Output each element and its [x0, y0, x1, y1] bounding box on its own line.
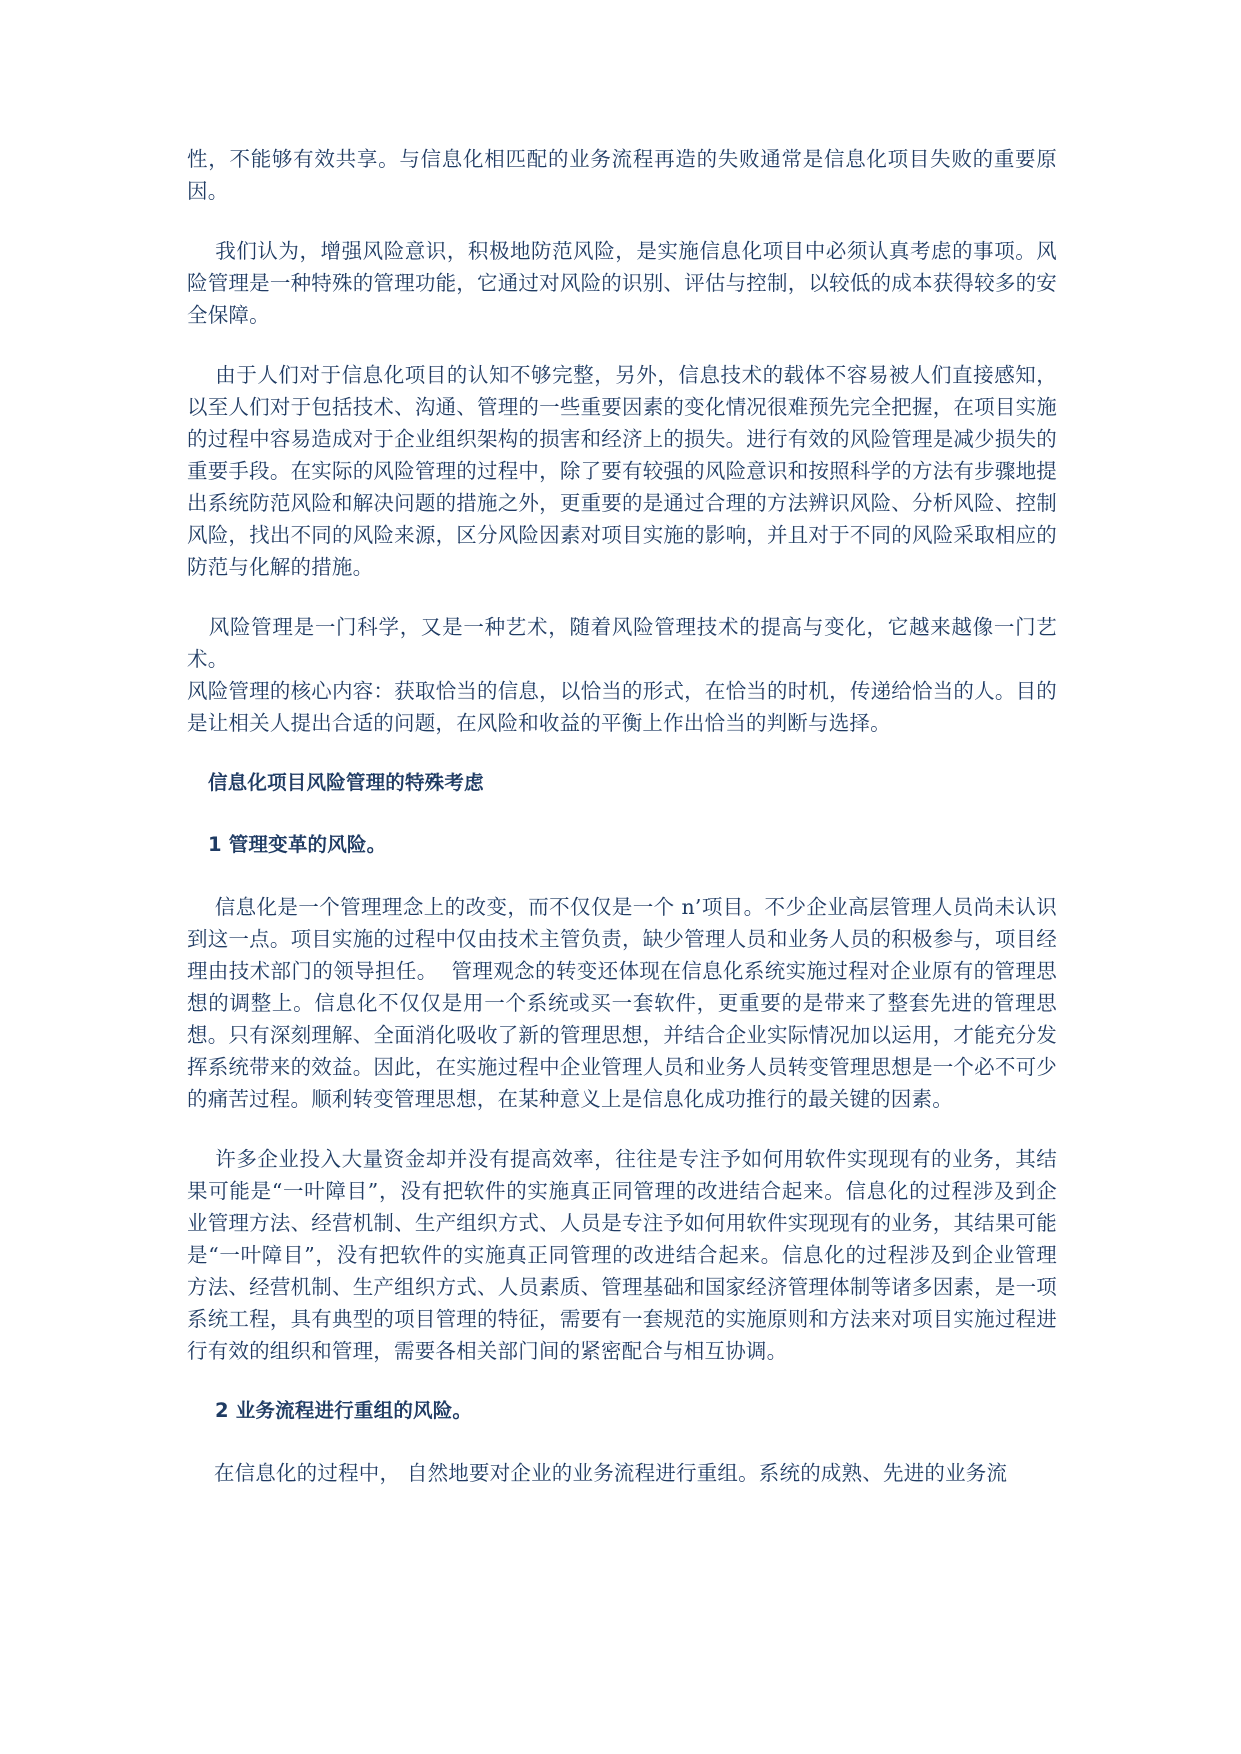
section-heading-special-considerations: 信息化项目风险管理的特殊考虑	[187, 771, 484, 794]
document-page	[187, 143, 1057, 1489]
section-heading-management-change: 1 管理变革的风险。	[187, 833, 387, 856]
paragraph-process-reengineering: 在信息化的过程中， 自然地要对企业的业务流程进行重组。系统的成熟、先进的业务流	[187, 1461, 1008, 1485]
paragraph-risk-core: 风险管理的核心内容：获取恰当的信息，以恰当的形式，在恰当的时机，传递给恰当的人。目的是让相关人提出合适的问题，在风险和收益的平衡上作出恰当的判断与选择。	[187, 679, 1057, 735]
paragraph-intro: 性，不能够有效共享。与信息化相匹配的业务流程再造的失败通常是信息化项目失败的重要原因。	[187, 147, 1057, 203]
paragraph-investment: 许多企业投入大量资金却并没有提高效率，往往是专注予如何用软件实现现有的业务，其结果可能是“一叶障目”，没有把软件的实施真正同管理的改进结合起来。信息化的过程涉及到企业管理方法、经营机制、生产组织方式、人员是专注予如何用软件实现现有的业务，其结果可能是“一叶障目”，没有把软件的实施真正同管理的改进结合起来。信息化的过程涉及到企业管理方法、经营机制、生产组织方式、人员素质、管理基础和国家经济管理体制等诸多因素，是一项系统工程，具有典型的项目管理的特征，需要有一套规范的实施原则和方法来对项目实施过程进行有效的组织和管理，需要各相关部门间的紧密配合与相互协调。	[187, 1147, 1057, 1363]
paragraph-management-change: 信息化是一个管理理念上的改变，而不仅仅是一个 n’项目。不少企业高层管理人员尚未认识到这一点。项目实施的过程中仅由技术主管负责，缺少管理人员和业务人员的积极参与，项目经理由技术部门的领导担任。 管理观念的转变还体现在信息化系统实施过程对企业原有的管理思想的调整上。信息化不仅仅是用一个系统或买一套软件，更重要的是带来了整套先进的管理思想。只有深刻理解、全面消化吸收了新的管理思想，并结合企业实际情况加以运用，才能充分发挥系统带来的效益。因此，在实施过程中企业管理人员和业务人员转变管理思想是一个必不可少的痛苦过程。顺利转变管理思想，在某种意义上是信息化成功推行的最关键的因素。	[187, 895, 1057, 1111]
paragraph-risk-awareness: 我们认为，增强风险意识，积极地防范风险，是实施信息化项目中必须认真考虑的事项。风险管理是一种特殊的管理功能，它通过对风险的识别、评估与控制，以较低的成本获得较多的安全保障。	[187, 239, 1057, 327]
paragraph-risk-causes: 由于人们对于信息化项目的认知不够完整，另外，信息技术的载体不容易被人们直接感知，以至人们对于包括技术、沟通、管理的一些重要因素的变化情况很难预先完全把握，在项目实施的过程中容易造成对于企业组织架构的损害和经济上的损失。进行有效的风险管理是减少损失的重要手段。在实际的风险管理的过程中，除了要有较强的风险意识和按照科学的方法有步骤地提出系统防范风险和解决问题的措施之外，更重要的是通过合理的方法辨识风险、分析风险、控制风险，找出不同的风险来源，区分风险因素对项目实施的影响，并且对于不同的风险采取相应的防范与化解的措施。	[187, 363, 1057, 579]
paragraph-risk-art: 风险管理是一门科学，又是一种艺术，随着风险管理技术的提高与变化，它越来越像一门艺术。	[187, 615, 1057, 671]
section-heading-process-reengineering: 2 业务流程进行重组的风险。	[187, 1399, 473, 1422]
